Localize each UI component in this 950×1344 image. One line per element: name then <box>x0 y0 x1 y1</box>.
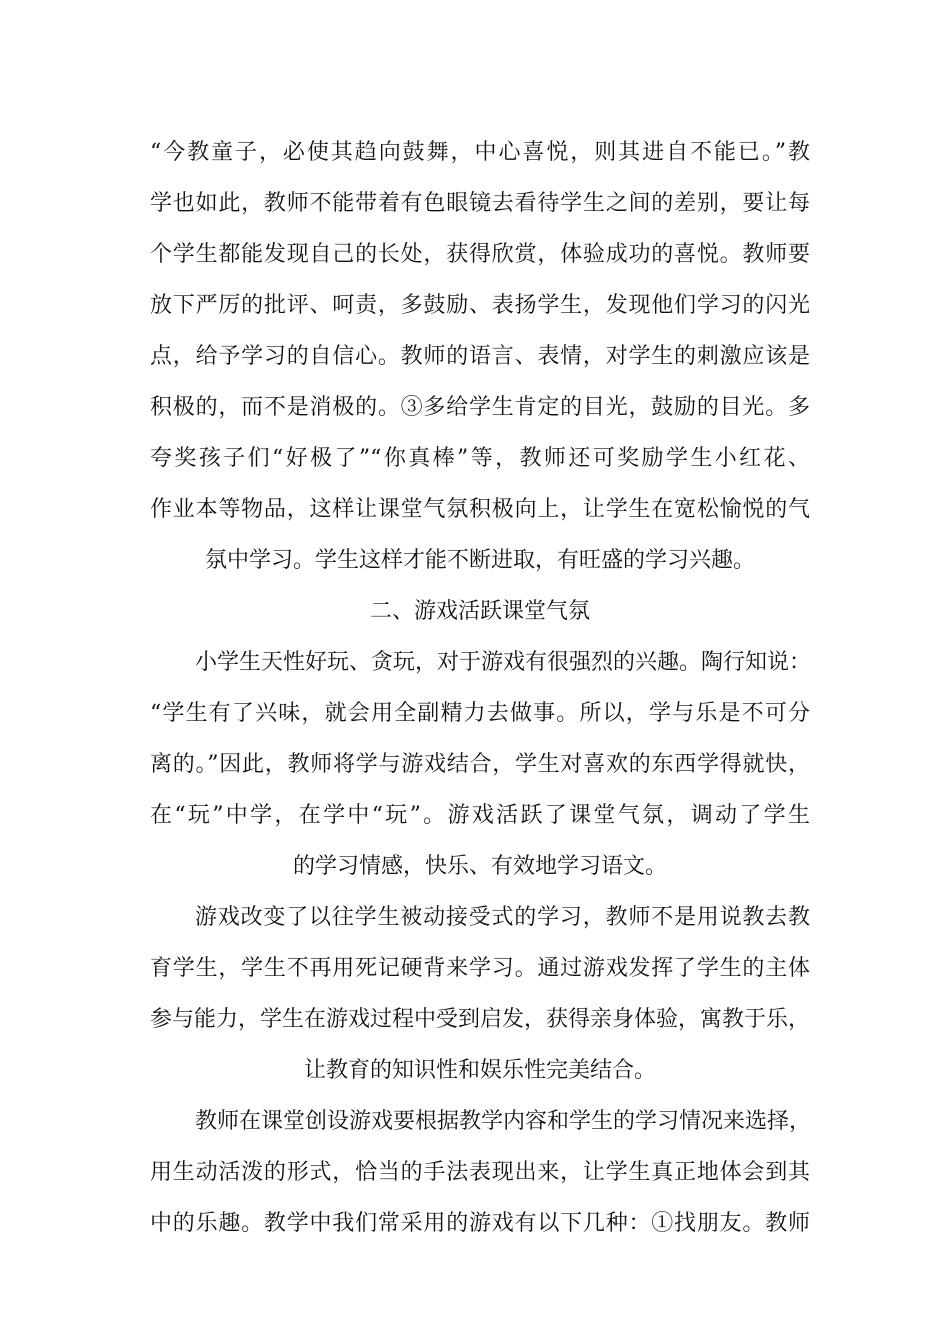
section-heading: 二、游戏活跃课堂气氛 <box>369 599 590 624</box>
text-line: 作业本等物品，这样让课堂气氛积极向上，让学生在宽松愉悦的气 <box>150 497 810 522</box>
text-line: 用生动活泼的形式，恰当的手法表现出来，让学生真正地体会到其 <box>150 1160 810 1185</box>
text-line: 放下严厉的批评、呵责，多鼓励、表扬学生，发现他们学习的闪光 <box>150 293 810 318</box>
text-line: 的学习情感，快乐、有效地学习语文。 <box>292 854 667 879</box>
text-line: 夸奖孩子们“好极了”“你真棒”等，教师还可奖励学生小红花、 <box>150 446 810 471</box>
text-line: 中的乐趣。教学中我们常采用的游戏有以下几种：①找朋友。教师 <box>150 1211 810 1236</box>
text-line: 参与能力，学生在游戏过程中受到启发，获得亲身体验，寓教于乐， <box>150 1007 811 1032</box>
text-line: 小学生天性好玩、贪玩，对于游戏有很强烈的兴趣。陶行知说： <box>195 650 812 675</box>
text-line: 育学生，学生不再用死记硬背来学习。通过游戏发挥了学生的主体 <box>150 956 810 981</box>
text-line: 离的。”因此，教师将学与游戏结合，学生对喜欢的东西学得就快， <box>150 752 810 777</box>
text-line: 让教育的知识性和娱乐性完美结合。 <box>303 1058 656 1083</box>
text-line: 教师在课堂创设游戏要根据教学内容和学生的学习情况来选择， <box>195 1109 812 1134</box>
text-line: 在“玩”中学，在学中“玩”。游戏活跃了课堂气氛，调动了学生 <box>150 803 810 828</box>
text-line: 游戏改变了以往学生被动接受式的学习，教师不是用说教去教 <box>195 905 810 930</box>
text-line: “今教童子，必使其趋向鼓舞，中心喜悦，则其进自不能已。”教 <box>150 140 810 165</box>
text-line: 积极的，而不是消极的。③多给学生肯定的目光，鼓励的目光。多 <box>150 395 810 420</box>
text-line: 氛中学习。学生这样才能不断进取，有旺盛的学习兴趣。 <box>204 548 755 573</box>
text-line: 点，给予学习的自信心。教师的语言、表情，对学生的刺激应该是 <box>150 344 810 369</box>
text-line: 学也如此，教师不能带着有色眼镜去看待学生之间的差别，要让每 <box>150 191 810 216</box>
text-line: “学生有了兴味，就会用全副精力去做事。所以，学与乐是不可分 <box>150 701 810 726</box>
text-line: 个学生都能发现自己的长处，获得欣赏，体验成功的喜悦。教师要 <box>150 242 810 267</box>
